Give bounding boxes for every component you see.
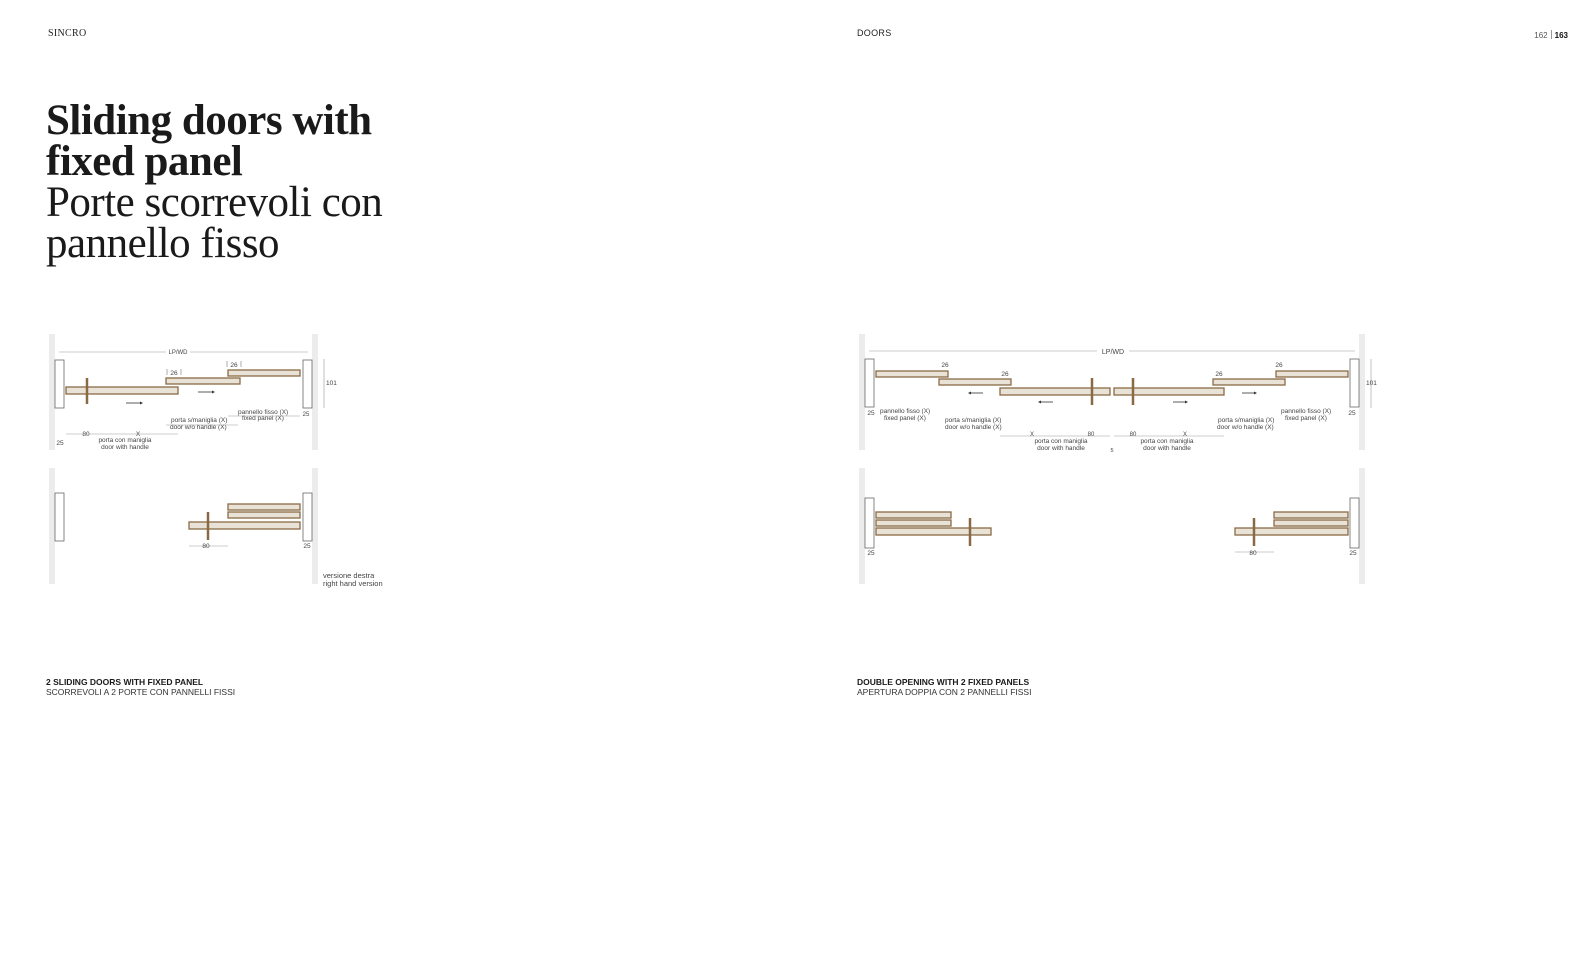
- right-plan-closed: [857, 332, 1377, 456]
- ro-jamb-right: [1350, 498, 1359, 548]
- r-fixed-en-l: fixed panel (X): [884, 415, 926, 422]
- ro-dim-25-a: 25: [867, 550, 875, 557]
- r-nohandle-it-l: porta s/maniglia (X): [945, 417, 1002, 424]
- dim-26-a: 26: [170, 370, 178, 377]
- dim-80: 80: [82, 431, 90, 438]
- stacked-panel-1: [228, 504, 300, 510]
- r-arrow-head-4: [1254, 392, 1257, 395]
- r-wall-right: [1359, 334, 1365, 450]
- section-label: DOORS: [857, 28, 892, 38]
- door-handle-en: door with handle: [101, 444, 149, 451]
- version-note: [323, 572, 383, 588]
- left-plan-open: [46, 466, 346, 588]
- r-dim-80-l: 80: [1087, 432, 1095, 438]
- dim-26-b: 26: [230, 362, 238, 369]
- caption-left: [46, 677, 235, 697]
- brand-name: SINCRO: [48, 28, 87, 39]
- r-handle-it-l: porta con maniglia: [1034, 438, 1088, 445]
- ro-stack-l3: [876, 528, 991, 535]
- r-wall-left: [859, 334, 865, 450]
- r-fixed-panel-right: [1276, 371, 1348, 377]
- page-separator: [1551, 30, 1552, 39]
- r-fixed-it-l: pannello fisso (X): [880, 408, 931, 415]
- r-dim-25-a: 25: [867, 410, 875, 417]
- open-dim-80: 80: [202, 543, 210, 550]
- r-jamb-right: [1350, 359, 1359, 407]
- r-fixed-en-r: fixed panel (X): [1285, 415, 1327, 422]
- door-with-handle: [66, 387, 178, 394]
- r-nohandle-en-r: door w/o handle (X): [1217, 424, 1274, 431]
- r-nohandle-it-r: porta s/maniglia (X): [1218, 417, 1275, 424]
- wall-right-open: [312, 468, 318, 584]
- wall-right: [312, 334, 318, 450]
- ro-stack-l2: [876, 520, 951, 526]
- dim-x: X: [135, 431, 141, 438]
- door-nohandle-it: porta s/maniglia (X): [171, 417, 228, 424]
- arrow-head-2: [212, 391, 215, 394]
- page-title: [46, 97, 383, 267]
- r-arrow-head-1: [968, 392, 971, 395]
- caption-right-it: APERTURA DOPPIA CON 2 PANNELLI FISSI: [857, 687, 1032, 697]
- fixed-panel-en: fixed panel (X): [242, 415, 284, 422]
- title-it-line2: pannello fisso: [46, 220, 280, 267]
- r-dim-26-b: 26: [1001, 371, 1009, 378]
- caption-left-en: 2 SLIDING DOORS WITH FIXED PANEL: [46, 677, 204, 687]
- r-dim-25-b: 25: [1348, 410, 1356, 417]
- r-dim-26-a: 26: [941, 362, 949, 369]
- jamb-right: [303, 360, 312, 408]
- r-door-nohandle-right: [1213, 379, 1285, 385]
- r-nohandle-en-l: door w/o handle (X): [945, 424, 1002, 431]
- open-dim-25: 25: [303, 543, 311, 550]
- dim-25-a: 25: [56, 440, 64, 447]
- ro-stack-r1: [1274, 512, 1348, 518]
- ro-stack-l1: [876, 512, 951, 518]
- ro-jamb-left: [865, 498, 874, 548]
- caption-left-it: SCORREVOLI A 2 PORTE CON PANNELLI FISSI: [46, 687, 236, 697]
- dim-25-b: 25: [302, 412, 310, 418]
- r-arrow-head-2: [1038, 401, 1041, 404]
- r-dim-x-l: X: [1029, 432, 1035, 438]
- r-width-label: LP/WD: [1101, 349, 1125, 356]
- page-numbers: [1534, 30, 1568, 40]
- version-en: right hand version: [323, 579, 383, 588]
- stacked-panel-2: [228, 512, 300, 518]
- r-door-handle-left: [1000, 388, 1110, 395]
- dim-101: 101: [326, 380, 337, 387]
- ro-stack-r3: [1235, 528, 1348, 535]
- r-fixed-panel-left: [876, 371, 948, 377]
- width-label: LP/WD: [168, 350, 188, 356]
- door-without-handle: [166, 378, 240, 384]
- caption-right: [857, 677, 1031, 697]
- r-dim-80-r: 80: [1129, 432, 1137, 438]
- wall-left: [49, 334, 55, 450]
- jamb-right-open: [303, 493, 312, 541]
- r-dim-26-d: 26: [1275, 362, 1283, 369]
- door-nohandle-en: door w/o handle (X): [170, 424, 227, 431]
- jamb-left-open: [55, 493, 64, 541]
- caption-right-en: DOUBLE OPENING WITH 2 FIXED PANELS: [857, 677, 1030, 687]
- wall-left-open: [49, 468, 55, 584]
- page-number-left: 162: [1534, 31, 1548, 40]
- title-en-line1: Sliding doors with: [46, 97, 372, 144]
- jamb-left: [55, 360, 64, 408]
- page-number-right: 163: [1554, 31, 1568, 40]
- r-dim-101: 101: [1366, 380, 1377, 387]
- title-it-line1: Porte scorrevoli con: [46, 179, 383, 226]
- r-handle-en-l: door with handle: [1037, 445, 1085, 452]
- left-plan-closed: [46, 332, 346, 454]
- r-door-nohandle-left: [939, 379, 1011, 385]
- fixed-panel-it: pannello fisso (X): [238, 409, 289, 416]
- r-handle-it-r: porta con maniglia: [1140, 438, 1194, 445]
- r-dim-5: 5: [1110, 448, 1114, 454]
- ro-stack-r2: [1274, 520, 1348, 526]
- ro-wall-right: [1359, 468, 1365, 584]
- r-arrow-head-3: [1185, 401, 1188, 404]
- r-dim-26-c: 26: [1215, 371, 1223, 378]
- fixed-panel: [228, 370, 300, 376]
- door-handle-it: porta con maniglia: [98, 437, 152, 444]
- arrow-head-1: [140, 402, 143, 405]
- stacked-panel-handle: [189, 522, 300, 529]
- title-en-line2: fixed panel: [46, 138, 243, 185]
- r-fixed-it-r: pannello fisso (X): [1281, 408, 1332, 415]
- r-jamb-left: [865, 359, 874, 407]
- ro-dim-80: 80: [1249, 550, 1257, 557]
- r-door-handle-right: [1114, 388, 1224, 395]
- right-plan-open: [857, 466, 1377, 588]
- version-it: versione destra: [323, 571, 375, 580]
- ro-wall-left: [859, 468, 865, 584]
- ro-dim-25-b: 25: [1349, 550, 1357, 557]
- r-handle-en-r: door with handle: [1143, 445, 1191, 452]
- r-dim-x-r: X: [1182, 432, 1188, 438]
